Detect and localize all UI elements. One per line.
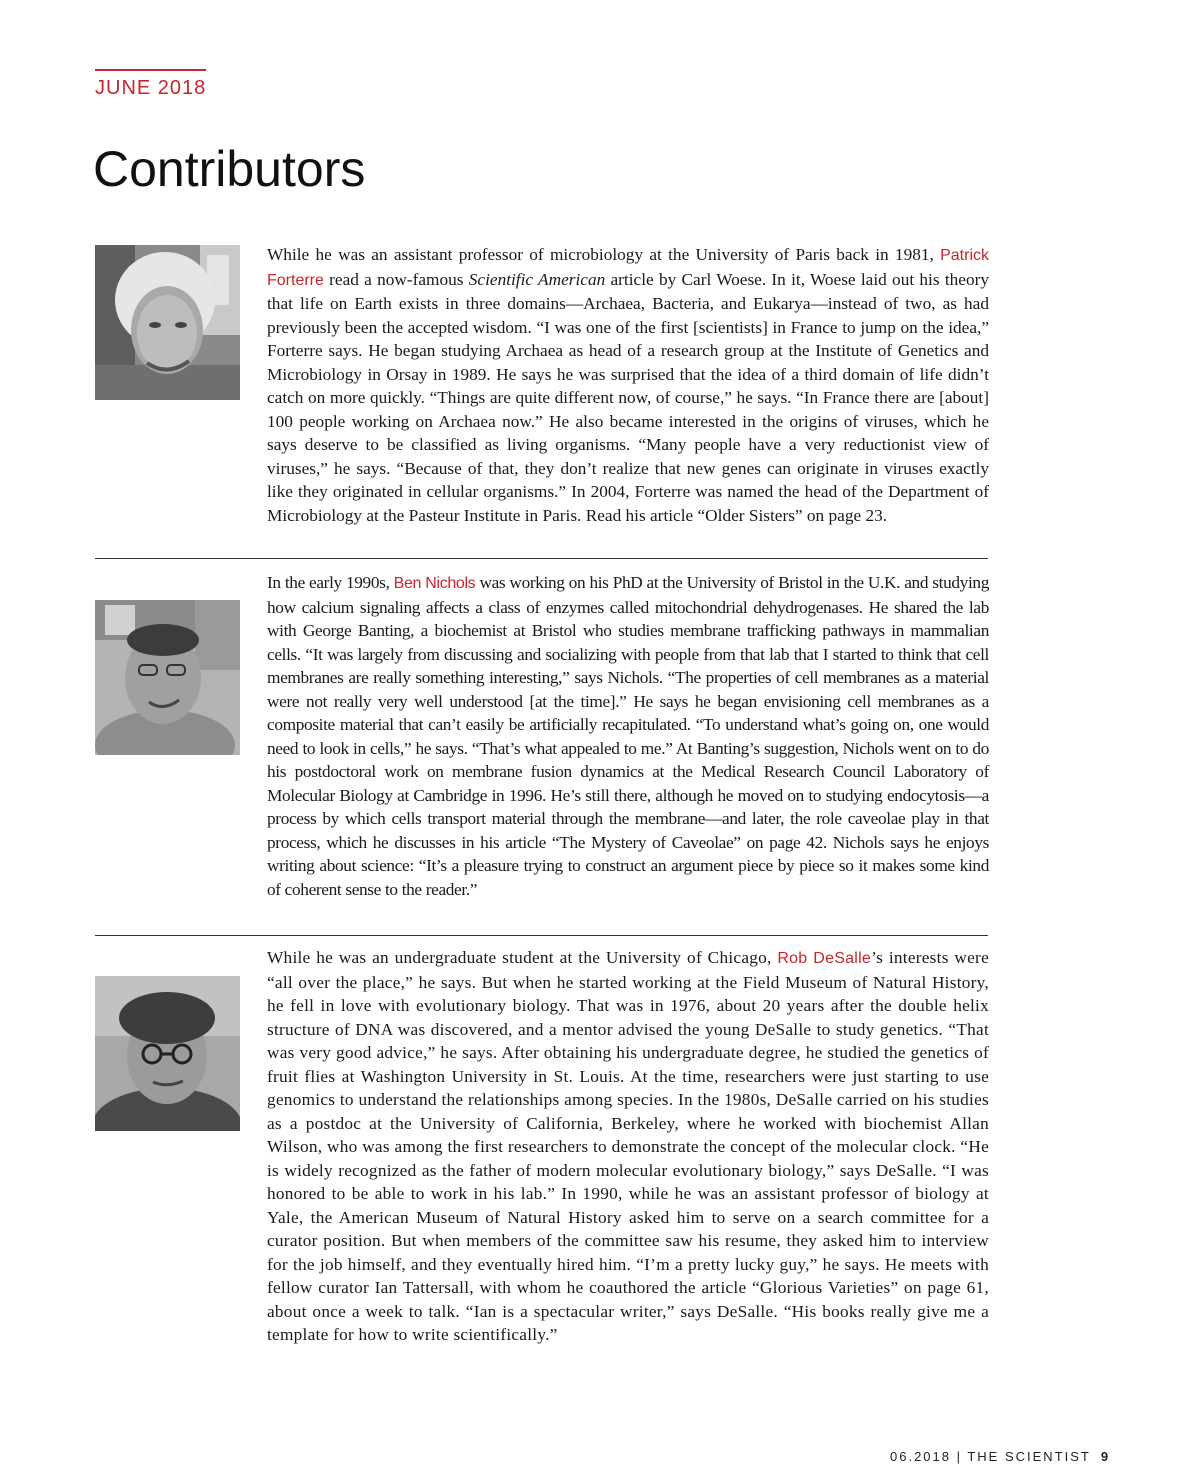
page-footer	[890, 1449, 1110, 1464]
portrait-photo-forterre-image	[95, 245, 240, 400]
portrait-photo-nichols	[95, 600, 240, 755]
bio-text: ’s interests were “all over the place,” he says. But when he started working at the Field Museum of Natural History, he fell in love with evolutionary biology. That was in 1976, about 20 years after the double helix structure of DNA was discovered, and a mentor advised the young DeSalle to study genetics. “That was very good advice,” he says. After obtaining his undergraduate degree, he studied the genetics of fruit flies at Washington University in St. Louis. At the time, researchers were just starting to use genomics to understand the relationships among species. In the 1980s, DeSalle carried on his studies as a postdoc at the University of California, Berkeley, where he worked with biochemist Allan Wilson, who was among the first researchers to demonstrate the concept of the molecular clock. “He is widely recognized as the father of modern molecular evolutionary biology,” says DeSalle. “I was honored to be able to work in his lab.” In 1990, while he was an assistant professor of biology at Yale, the American Museum of Natural History asked him to serve on a search committee for a curator position. But when members of the committee saw his resume, they asked him to interview for the job himself, and they eventually hired him. “I’m a pretty lucky guy,” he says. He meets with fellow curator Ian Tattersall, with whom he coauthored the article “Glorious Varieties” on page 61, about once a week to talk. “Ian is a spectacular writer,” says DeSalle. “His books really give me a template for how to write scientifically.”	[267, 948, 989, 1344]
contributor-name: Rob DeSalle	[777, 950, 872, 967]
portrait-photo-desalle	[95, 976, 240, 1131]
bio-text: read a now-famous	[323, 269, 469, 289]
portrait-photo-desalle-image	[95, 976, 240, 1131]
portrait-photo-forterre	[95, 245, 240, 400]
issue-date: JUNE 2018	[95, 77, 207, 99]
portrait-photo-nichols-image	[95, 600, 240, 755]
bio-text: was working on his PhD at the University of Bristol in the U.K. and studying how calcium signaling affects a class of enzymes called mitochondrial dehydrogenases. He shared the lab with George Banting, a biochemist at Bristol who studies membrane trafficking pathways in mammalian cells. “It was largely from discussing and socializing with people from that lab that I started to think that cell membranes are really something interesting,” says Nichols. “The properties of cell membranes as a material were not really very well understood [at the time].” He says he began envisioning cell membranes as a composite material that can’t easily be artificially recapitulated. “To understand what’s going on, one would need to look in cells,” he says. “That’s what appealed to me.” At Banting’s suggestion, Nichols went on to do his postdoctoral work on membrane fusion dynamics at the Medical Research Council Laboratory of Molecular Biology at Cambridge in 1996. He’s still there, although he moved on to studying endocytosis—a process by which cells transport material through the membrane—and later, the role caveolae play in that process, which he discusses in his article “The Mystery of Caveolae” on page 42. Nichols says he enjoys writing about science: “It’s a pleasure trying to construct an argument piece by piece so it makes some kind of coherent sense to the reader.”	[267, 573, 990, 899]
bio-text: article by Carl Woese. In it, Woese laid out his theory that life on Earth exists in three domains—Archaea, Bacteria, and Eukarya—instead of two, as had previously been the accepted wisdom. “I was one of the first [scientists] in France to jump on the idea,” Forterre says. He began studying Archaea as head of a research group at the Institute of Genetics and Microbiology in Orsay in 1989. He says he was surprised that the idea of a third domain of life didn’t catch on more quickly. “Things are quite different now, of course,” he says. “In France there are [about] 100 people working on Archaea now.” He also became interested in the origins of viruses, which he says deserve to be classified as living organisms. “Many people have a very reductionist view of viruses,” he says. “Because of that, they don’t realize that new genes can originate in viruses exactly like they originated in cellular organisms.” In 2004, Forterre was named the head of the Department of Microbiology at the Pasteur Institute in Paris. Read his article “Older Sisters” on page 23.	[267, 269, 989, 525]
page-number: 9	[1100, 1449, 1111, 1464]
contributor-name: Patrick Forterre	[267, 247, 989, 289]
contributor-name: Ben Nichols	[393, 575, 476, 592]
footer-issue: 06.2018 | THE SCIENTIST	[890, 1449, 1091, 1464]
bio-text: In the early 1990s,	[267, 573, 394, 592]
issue-date-rule	[95, 69, 206, 71]
section-divider	[95, 935, 988, 936]
contributor-bio-desalle	[267, 946, 989, 1347]
bio-text: While he was an assistant professor of microbiology at the University of Paris back in 1981,	[267, 245, 941, 264]
publication-title: Scientific American	[468, 269, 606, 289]
bio-text: While he was an undergraduate student at the University of Chicago,	[267, 948, 778, 967]
section-divider	[95, 558, 988, 559]
page-title: Contributors	[93, 141, 366, 197]
contributor-bio-forterre	[267, 243, 989, 527]
contributor-bio-nichols	[267, 571, 989, 901]
